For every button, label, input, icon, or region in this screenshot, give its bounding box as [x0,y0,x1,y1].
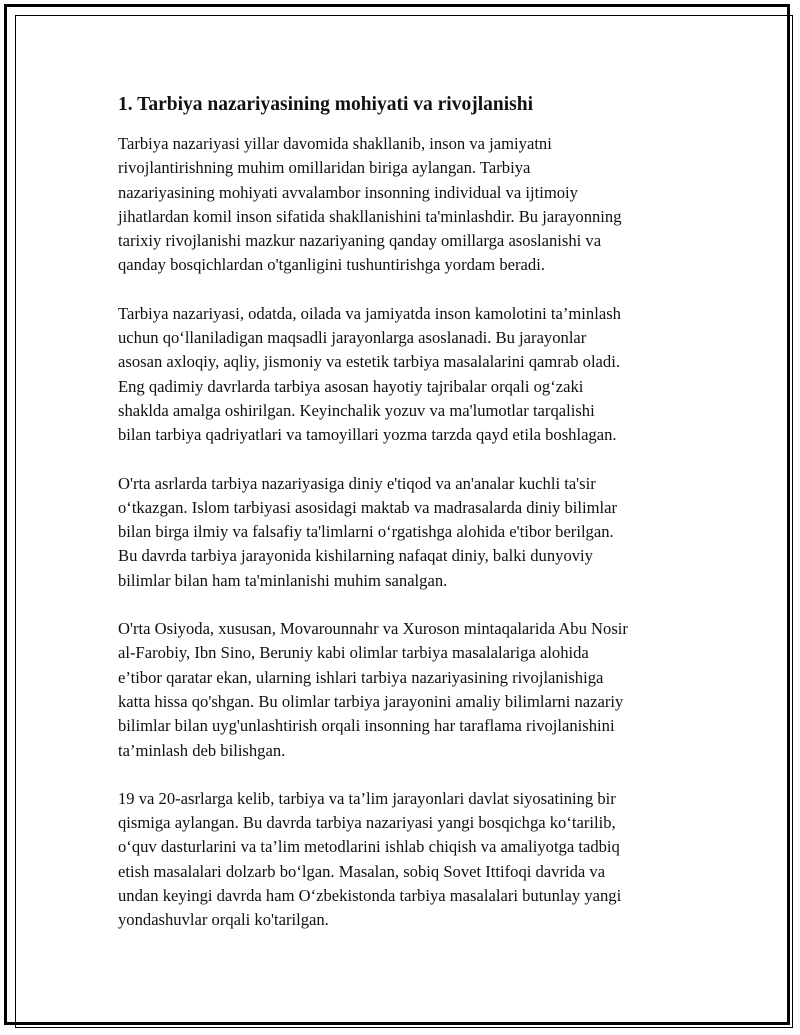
paragraph-2: Tarbiya nazariyasi, odatda, oilada va jamiyatda inson kamolotini ta’minlash uchun qo‘llaniladigan maqsadli jarayonlarga asoslanadi. Bu jarayonlar asosan axloqiy, aqliy, jismoniy va estetik tarbiya masalalarini qamrab oladi. Eng qadimiy davrlarda tarbiya asosan hayotiy tajribalar orqali og‘zaki shaklda amalga oshirilgan. Keyinchalik yozuv va ma'lumotlar tarqalishi bilan tarbiya qadriyatlari va tamoyillari yozma tarzda qayd etila boshlagan. [118,303,621,445]
document-body [118,92,690,957]
paragraph-4: O'rta Osiyoda, xususan, Movarounnahr va Xuroson mintaqalarida Abu Nosir al-Farobiy, Ibn Sino, Beruniy kabi olimlar tarbiya masalalariga alohida e’tibor qaratar ekan, ularning ishlari tarbiya nazariyasining rivojlanishiga katta hissa qo'shgan. Bu olimlar tarbiya jarayonini amaliy bilimlarni nazariy bilimlar bilan uyg'unlashtirish orqali insonning har taraflama rivojlanishini ta’minlash deb bilishgan. [118,619,628,760]
paragraph-1: Tarbiya nazariyasi yillar davomida shakllanib, inson va jamiyatni rivojlantirishning muhim omillaridan biriga aylangan. Tarbiya nazariyasining mohiyati avvalambor insonning individual va ijtimoiy jihatlardan komil inson sifatida shakllanishini ta'minlashdir. Bu jarayonning tarixiy rivojlanishi mazkur nazariyaning qanday omillarga asoslanishi va qanday bosqichlardan o'tganligini tushuntirishga yordam beradi. [118,134,622,275]
paragraph-3: O'rta asrlarda tarbiya nazariyasiga diniy e'tiqod va an'analar kuchli ta'sir o‘tkazgan. Islom tarbiyasi asosidagi maktab va madrasalarda diniy bilimlar bilan birga ilmiy va falsafiy ta'limlarni o‘rgatishga alohida e'tibor berilgan. Bu davrda tarbiya jarayonida kishilarning nafaqat diniy, balki dunyoviy bilimlar bilan ham ta'minlanishi muhim sanalgan. [118,473,618,590]
paragraph-5: 19 va 20-asrlarga kelib, tarbiya va ta’lim jarayonlari davlat siyosatining bir qismiga aylangan. Bu davrda tarbiya nazariyasi yangi bosqichga ko‘tarilib, o‘quv dasturlarini va ta’lim metodlarini ishlab chiqish va amaliyotga tadbiq etish masalalari dolzarb bo‘lgan. Masalan, sobiq Sovet Ittifoqi davrida va undan keyingi davrda ham O‘zbekistonda tarbiya masalalari butunlay yangi yondashuvlar orqali ko'tarilgan. [118,788,622,930]
section-heading: 1. Tarbiya nazariyasining mohiyati va rivojlanishi [118,94,533,115]
